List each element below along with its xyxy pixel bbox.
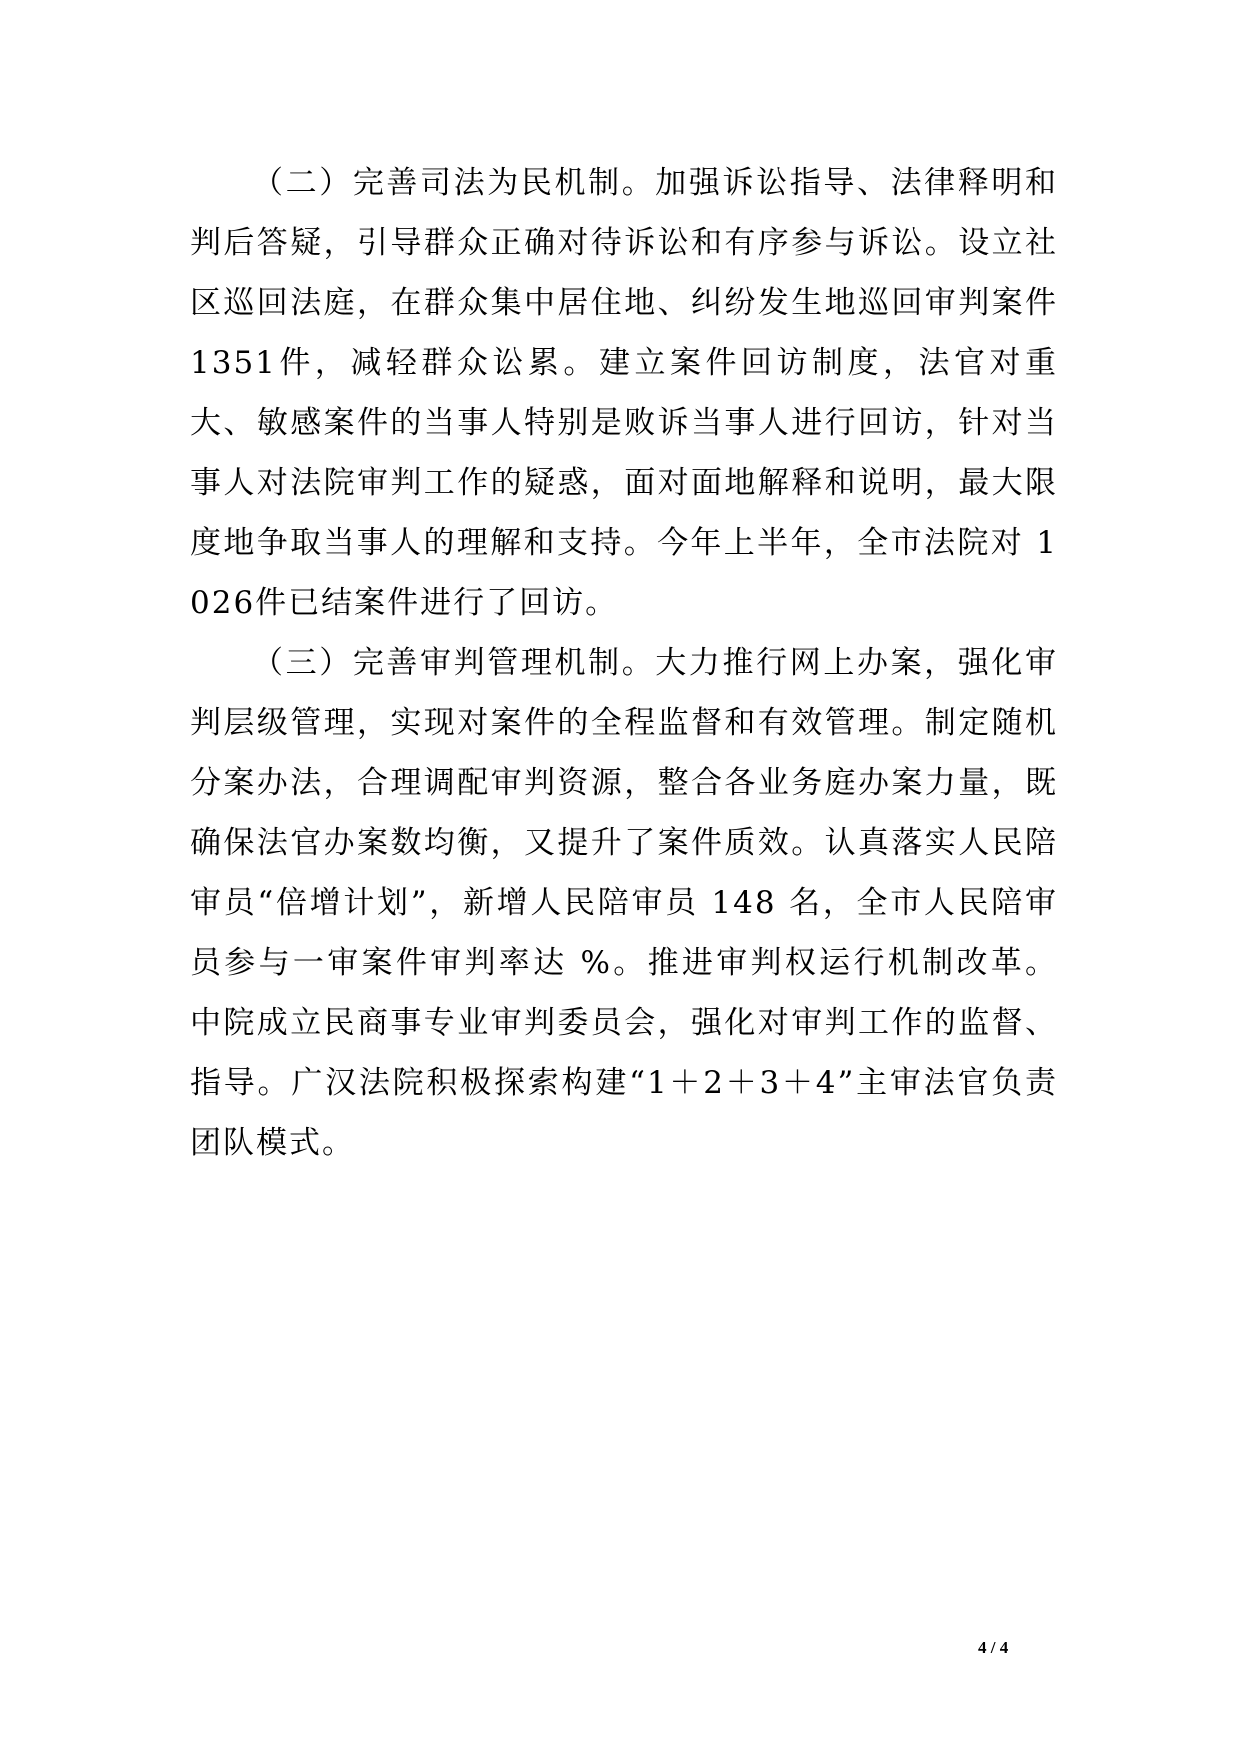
- document-body: [190, 153, 1058, 1173]
- page-number: 4 / 4: [978, 1638, 1009, 1657]
- paragraph-improve-trial-management-mechanism: （三）完善审判管理机制。大力推行网上办案，强化审判层级管理，实现对案件的全程监督和有效管理。制定随机分案办法，合理调配审判资源，整合各业务庭办案力量，既确保法官办案数均衡，又提升了案件质效。认真落实人民陪审员“倍增计划”，新增人民陪审员 148 名，全市人民陪审员参与一审案件审判率达 %。推进审判权运行机制改革。中院成立民商事专业审判委员会，强化对审判工作的监督、指导。广汉法院积极探索构建“1＋2＋3＋4”主审法官负责团队模式。: [190, 645, 1058, 1161]
- paragraph-improve-judicial-service-mechanism: （二）完善司法为民机制。加强诉讼指导、法律释明和判后答疑，引导群众正确对待诉讼和有序参与诉讼。设立社区巡回法庭，在群众集中居住地、纠纷发生地巡回审判案件1351件，减轻群众讼累。建立案件回访制度，法官对重大、敏感案件的当事人特别是败诉当事人进行回访，针对当事人对法院审判工作的疑惑，面对面地解释和说明，最大限度地争取当事人的理解和支持。今年上半年，全市法院对 1026件已结案件进行了回访。: [190, 165, 1058, 621]
